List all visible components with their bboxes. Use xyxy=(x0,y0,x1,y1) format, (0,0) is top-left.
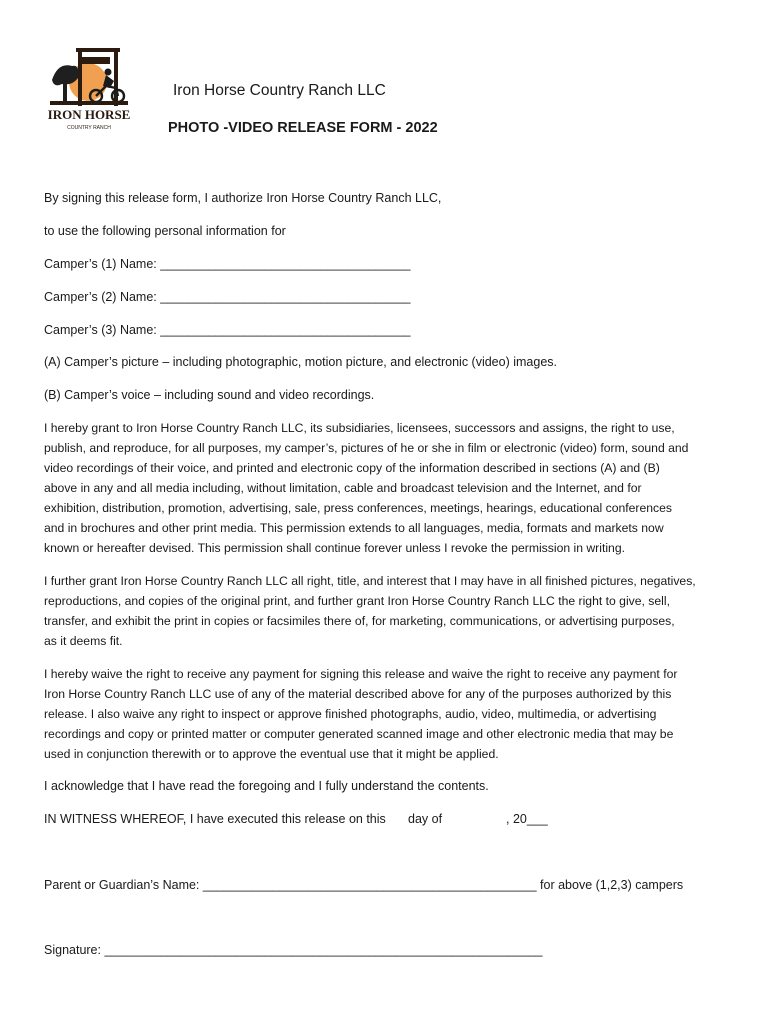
further-grant-paragraph xyxy=(44,571,734,651)
paragraph-line: Iron Horse Country Ranch LLC use of any of the material described above for any of the purposes authorized by this xyxy=(44,687,672,701)
paragraph-line: reproductions, and copies of the original print, and further grant Iron Horse Country Ranch LLC the right to give, sell, xyxy=(44,594,670,608)
item-b-voice: (B) Camper’s voice – including sound and video recordings. xyxy=(44,388,375,402)
svg-text:IRON HORSE: IRON HORSE xyxy=(48,107,130,122)
paragraph-line: release. I also waive any right to inspect or approve finished photographs, audio, video, multimedia, or advertising xyxy=(44,707,657,721)
paragraph-line: transfer, and exhibit the print in copies or facsimiles there of, for marketing, communications, or advertising purposes, xyxy=(44,614,675,628)
signature-field[interactable]: Signature: _______________________________________________________________ xyxy=(44,943,543,957)
paragraph-line: as it deems fit. xyxy=(44,634,123,648)
witness-text: IN WITNESS WHEREOF, I have executed this release on this xyxy=(44,812,386,826)
intro-line-1: By signing this release form, I authorize Iron Horse Country Ranch LLC, xyxy=(44,191,442,205)
paragraph-line: I further grant Iron Horse Country Ranch LLC all right, title, and interest that I may have in all finished pictures, negatives, xyxy=(44,574,696,588)
camper-2-name-field[interactable]: Camper’s (2) Name: ____________________________________ xyxy=(44,290,411,304)
item-a-picture: (A) Camper’s picture – including photographic, motion picture, and electronic (video) images. xyxy=(44,355,557,369)
ranch-logo-graphic xyxy=(48,44,130,132)
intro-line-2: to use the following personal information for xyxy=(44,224,286,238)
acknowledge-statement: I acknowledge that I have read the foregoing and I fully understand the contents. xyxy=(44,779,489,793)
paragraph-line: video recordings of their voice, and printed and electronic copy of the information described in sections (A) and (B) xyxy=(44,461,660,475)
paragraph-line: exhibition, distribution, promotion, advertising, sale, press conferences, meetings, hearings, educational conferences xyxy=(44,501,673,515)
paragraph-line: known or hereafter devised. This permission shall continue forever unless I revoke the permission in writing. xyxy=(44,541,625,555)
day-of-field[interactable]: day of xyxy=(408,812,443,826)
year-field[interactable]: , 20___ xyxy=(506,812,548,826)
paragraph-line: used in conjunction therewith or to approve the eventual use that it might be applied. xyxy=(44,747,499,761)
grant-paragraph xyxy=(44,418,734,558)
paragraph-line: recordings and copy or printed matter or computer generated scanned image and other electronic media that may be xyxy=(44,727,674,741)
camper-1-name-field[interactable]: Camper’s (1) Name: ____________________________________ xyxy=(44,257,411,271)
paragraph-line: above in any and all media including, without limitation, cable and broadcast television and the Internet, and for xyxy=(44,481,642,495)
company-logo xyxy=(48,44,130,132)
paragraph-line: I hereby waive the right to receive any payment for signing this release and waive the right to receive any payment for xyxy=(44,667,678,681)
company-name: Iron Horse Country Ranch LLC xyxy=(173,82,386,99)
witness-line xyxy=(44,812,644,830)
camper-3-name-field[interactable]: Camper’s (3) Name: ____________________________________ xyxy=(44,323,411,337)
paragraph-line: publish, and reproduce, for all purposes, my camper’s, pictures of he or she in film or electronic (video) form, sound and xyxy=(44,441,689,455)
form-title: PHOTO -VIDEO RELEASE FORM - 2022 xyxy=(168,120,438,136)
waive-paragraph xyxy=(44,664,734,764)
paragraph-line: I hereby grant to Iron Horse Country Ranch LLC, its subsidiaries, licensees, successors and assigns, the right to use, xyxy=(44,421,675,435)
svg-text:COUNTRY RANCH: COUNTRY RANCH xyxy=(67,125,111,131)
paragraph-line: and in brochures and other print media. This permission extends to all languages, media, formats and markets now xyxy=(44,521,664,535)
guardian-name-field[interactable]: Parent or Guardian’s Name: ________________________________________________ for above (1,2,3) campers xyxy=(44,878,684,892)
